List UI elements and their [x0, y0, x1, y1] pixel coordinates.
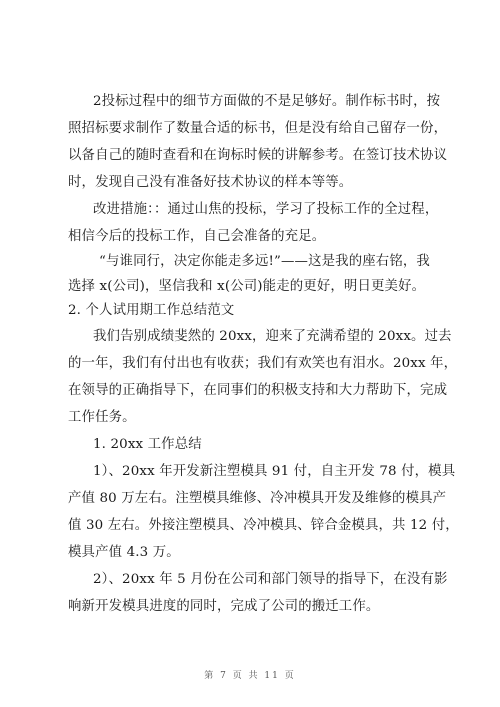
body-text-line: 工作任务。	[68, 410, 136, 425]
subsection-heading: 1. 20xx 工作总结	[93, 437, 202, 452]
body-text-line: 响新开发模具进度的同时，完成了公司的搬迁工作。	[68, 599, 380, 614]
body-text-line: 相信今后的投标工作，自己会准备的充足。	[68, 229, 326, 244]
body-text-line: 值 30 左右。外接注塑模具、冷冲模具、锌合金模具，共 12 付，	[68, 518, 459, 533]
body-text-line: 的一年，我们有付出也有收获；我们有欢笑也有泪水。20xx 年，	[68, 356, 458, 371]
body-text-line: 我们告别成绩斐然的 20xx，迎来了充满希望的 20xx。过去	[93, 329, 452, 344]
section-heading: 2. 个人试用期工作总结范文	[68, 303, 235, 318]
body-text-line: 在领导的正确指导下，在同事们的积极支持和大力帮助下，完成	[68, 383, 448, 398]
body-text-line: 时，发现自己没有准备好技术协议的样本等等。	[68, 175, 353, 190]
body-text-line: 改进措施：：通过山焦的投标，学习了投标工作的全过程，	[93, 202, 439, 217]
body-text-line: 2）、20xx 年 5 月份在公司和部门领导的指导下，在没有影	[93, 572, 448, 587]
body-text-line: 1）、20xx 年开发新注塑模具 91 付，自主开发 78 付，模具	[93, 464, 456, 479]
body-text-line: 2投标过程中的细节方面做的不是足够好。制作标书时，按	[93, 94, 441, 109]
page-number-footer: 第 7 页 共 11 页	[204, 671, 296, 681]
body-text-line: 选择 x(公司)，坚信我和 x(公司)能走的更好，明日更美好。	[68, 279, 426, 294]
body-text-line: 以备自己的随时查看和在询标时候的讲解参考。在签订技术协议	[68, 148, 448, 163]
body-text-line: 照招标要求制作了数量合适的标书，但是没有给自己留存一份，	[68, 121, 448, 136]
body-text-line: “与谁同行，决定你能走多远!”——这是我的座右铭，我	[99, 254, 430, 269]
body-text-line: 模具产值 4.3 万。	[68, 545, 180, 560]
body-text-line: 产值 80 万左右。注塑模具维修、冷冲模具开发及维修的模具产	[68, 491, 447, 506]
